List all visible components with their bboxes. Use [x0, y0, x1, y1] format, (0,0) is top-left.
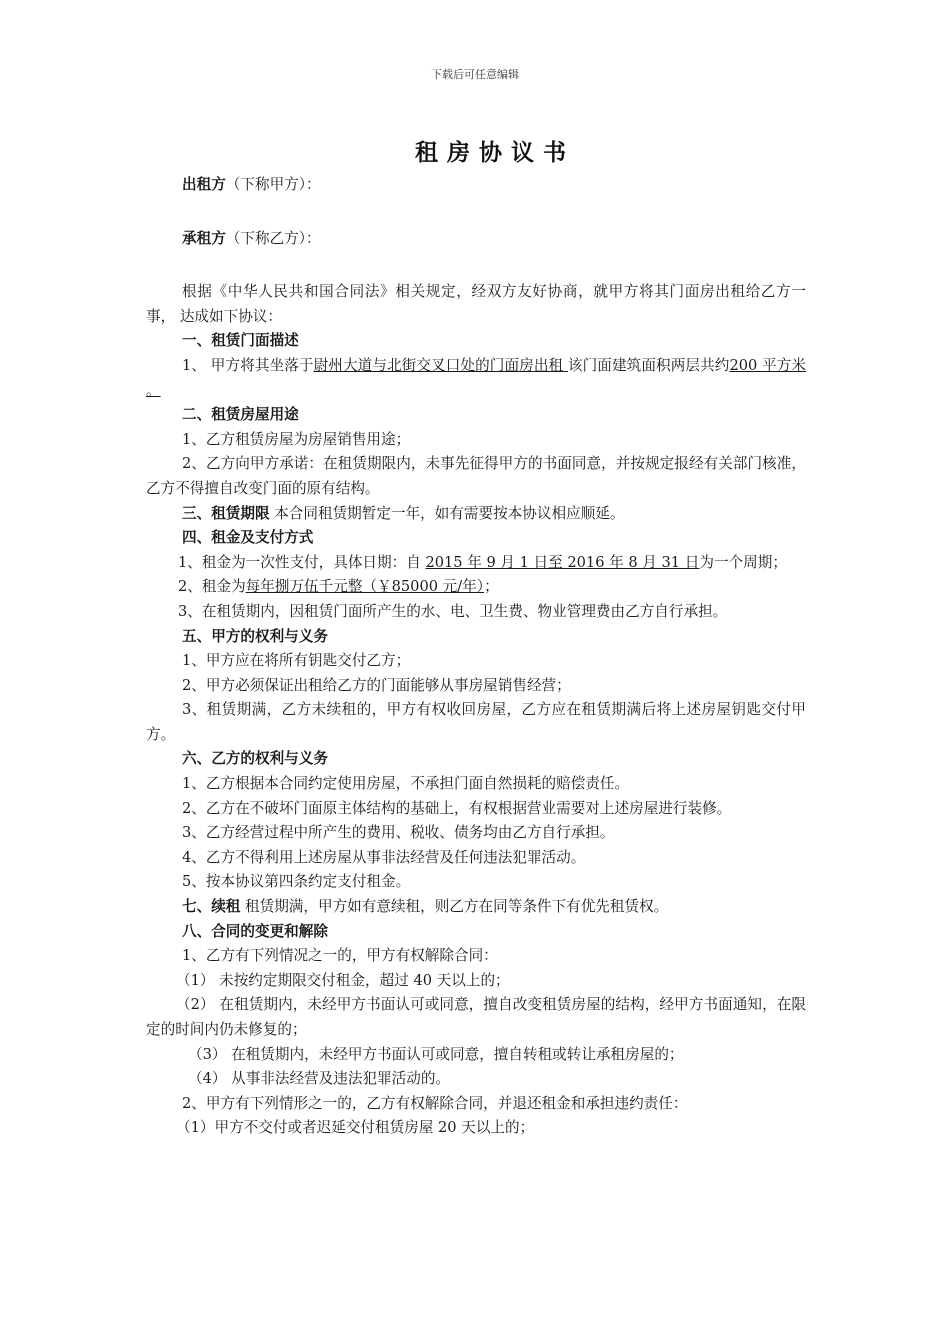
section-1-item-1: 1、 甲方将其坐落于尉州大道与北街交叉口处的门面房出租 该门面建筑面积两层共约200 平方米 。: [146, 356, 806, 399]
section-3-line: [146, 502, 806, 527]
section-5-item-3: 3、租赁期满，乙方未续租的，甲方有权收回房屋，乙方应在租赁期满后将上述房屋钥匙交付甲方。: [146, 701, 806, 743]
section-2-heading: 二、租赁房屋用途: [182, 406, 299, 424]
section-6-heading: 六、乙方的权利与义务: [182, 750, 328, 768]
section-8-item-1: 1、乙方有下列情况之一的，甲方有权解除合同：: [182, 947, 498, 965]
party-a-note: （下称甲方）：: [225, 176, 321, 193]
section-7-text: 租赁期满，甲方如有意续租，则乙方在同等条件下有优先租赁权。: [240, 898, 669, 916]
end-date-underlined: 2016 年 8 月 31 日: [562, 553, 700, 571]
location-underlined: 尉州大道与北街交叉口处的门面房出租: [313, 356, 568, 374]
section-8-item-1-4: （4） 从事非法经营及违法犯罪活动的。: [188, 1070, 451, 1088]
section-6-item-4: 4、乙方不得利用上述房屋从事非法经营及任何违法犯罪活动。: [182, 848, 586, 866]
header-note: 下载后可任意编辑: [431, 68, 519, 81]
document-body: [146, 173, 806, 1141]
party-b-note: （下称乙方）：: [225, 229, 321, 247]
section-6-item-1: 1、乙方根据本合同约定使用房屋，不承担门面自然损耗的赔偿责任。: [182, 775, 630, 793]
section-2-item-1: 1、乙方租赁房屋为房屋销售用途；: [182, 430, 411, 448]
section-6-item-2: 2、乙方在不破坏门面原主体结构的基础上，有权根据营业需要对上述房屋进行装修。: [182, 799, 732, 817]
section-8-item-1-2: （2） 在租赁期内，未经甲方书面认可或同意，擅自改变租赁房屋的结构，经甲方书面通知，在限定的时间内仍未修复的；: [146, 996, 806, 1038]
section-7-line: [146, 895, 806, 920]
section-3-text: 本合同租赁期暂定一年，如有需要按本协议相应顺延。: [269, 504, 625, 522]
party-a-line: [146, 173, 806, 198]
area-underlined: 200 平方米 。: [146, 356, 806, 399]
section-8-item-1-3: （3） 在租赁期内，未经甲方书面认可或同意，擅自转租或转让承租房屋的；: [188, 1045, 684, 1063]
section-4-item-1: 1、租金为一次性支付，具体日期：自 2015 年 9 月 1 日至 2016 年 8 月 31 日为一个周期；: [178, 553, 787, 571]
start-date-underlined: 2015 年 9 月 1 日至: [425, 553, 563, 571]
party-a-label: 出租方: [182, 176, 226, 193]
section-6-item-5: 5、按本协议第四条约定支付租金。: [182, 873, 411, 891]
section-2-item-2: 2、乙方向甲方承诺：在租赁期限内，未事先征得甲方的书面同意，并按规定报经有关部门核准，乙方不得擅自改变门面的原有结构。: [146, 455, 806, 497]
section-5-heading: 五、甲方的权利与义务: [182, 627, 328, 645]
section-8-item-2: 2、甲方有下列情形之一的，乙方有权解除合同，并退还租金和承担违约责任：: [182, 1094, 688, 1112]
section-4-heading: 四、租金及支付方式: [182, 529, 314, 547]
section-4-item-3: 3、在租赁期内，因租赁门面所产生的水、电、卫生费、物业管理费由乙方自行承担。: [178, 602, 728, 620]
section-7-heading: 七、续租: [182, 898, 241, 916]
section-8-heading: 八、合同的变更和解除: [182, 922, 328, 940]
intro-paragraph: 根据《中华人民共和国合同法》相关规定，经双方友好协商，就甲方将其门面房出租给乙方一事， 达成如下协议：: [146, 283, 806, 325]
section-8-item-2-1: （1）甲方不交付或者迟延交付租赁房屋 20 天以上的；: [176, 1119, 535, 1137]
party-b-label: 承租方: [182, 229, 226, 247]
section-5-item-1: 1、甲方应在将所有钥匙交付乙方；: [182, 652, 411, 670]
section-3-heading: 三、租赁期限: [182, 504, 270, 522]
section-8-item-1-1: （1） 未按约定期限交付租金，超过 40 天以上的；: [176, 971, 510, 989]
section-5-item-2: 2、甲方必须保证出租给乙方的门面能够从事房屋销售经营；: [182, 676, 571, 694]
document-title: 租房协议书: [415, 140, 575, 166]
section-6-item-3: 3、乙方经营过程中所产生的费用、税收、债务均由乙方自行承担。: [182, 824, 615, 842]
section-1-heading: 一、租赁门面描述: [182, 332, 299, 350]
section-4-item-2: 2、租金为每年捌万伍千元整（￥85000 元/年）；: [178, 578, 499, 596]
party-b-line: [146, 227, 806, 252]
rent-amount-underlined: 每年捌万伍千元整（￥85000 元/年）: [245, 578, 485, 596]
